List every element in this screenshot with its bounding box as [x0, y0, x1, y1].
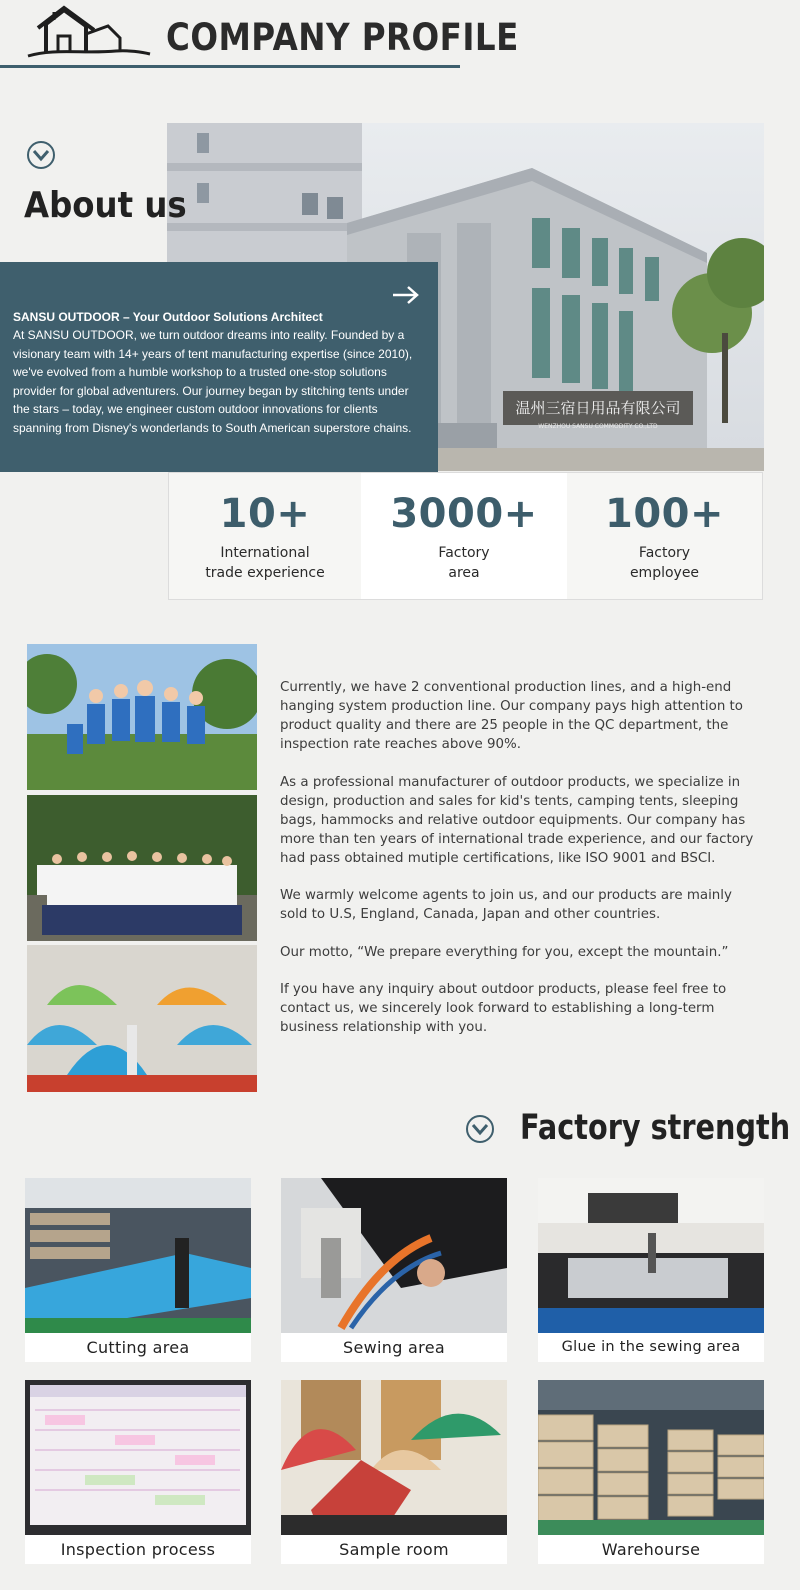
glue-area-photo	[538, 1178, 764, 1333]
chevron-down-icon	[465, 1114, 495, 1144]
arrow-right-icon[interactable]	[390, 284, 422, 306]
building-sign-en: WENZHOU SANSU COMMODITY CO.,LTD	[538, 423, 658, 430]
stat-item	[361, 473, 567, 599]
factory-area-card	[25, 1178, 251, 1362]
sewing-area-photo	[281, 1178, 507, 1333]
about-tagline: SANSU OUTDOOR – Your Outdoor Solutions Architect	[13, 310, 323, 324]
header-divider	[0, 65, 460, 68]
factory-area-label: Sewing area	[281, 1333, 507, 1362]
team-paragraph: We warmly welcome agents to join us, and our products are mainly sold to U.S, England, Canada, Japan and other countries.	[280, 888, 732, 922]
team-paragraph: Our motto, “We prepare everything for you, except the mountain.”	[280, 944, 729, 960]
stat-item	[567, 473, 762, 599]
about-panel	[0, 262, 438, 472]
team-photo-outdoor	[27, 644, 257, 790]
factory-area-label: Cutting area	[25, 1333, 251, 1362]
cutting-area-photo	[25, 1178, 251, 1333]
building-sign: 温州三宿日用品有限公司	[515, 399, 681, 417]
about-body: At SANSU OUTDOOR, we turn outdoor dreams into reality. Founded by a visionary team with 14+ years of tent manufacturing expertise (since 2010), we've evolved from a humble workshop to a trusted one-stop solutions provider for global adventurers. Our journey began by stitching tents under the stars – today, we engineer custom outdoor innovations for clients spanning from Disney's wonderlands to South American superstore chains.	[13, 328, 413, 435]
page-title: COMPANY PROFILE	[166, 16, 519, 59]
stat-label: International trade experience	[205, 545, 325, 581]
factory-area-card	[25, 1380, 251, 1564]
team-photo-group	[27, 795, 257, 941]
inspection-process-photo	[25, 1380, 251, 1535]
about-title: About us	[24, 185, 187, 226]
factory-area-card	[538, 1178, 764, 1362]
team-paragraph: As a professional manufacturer of outdoor products, we specialize in design, production and sales for kid's tents, camping tents, sleeping bags, hammocks and relative outdoor equipments. Our company has more than ten years of international trade experience, and our factory had pass obtained mutiple certifications, like ISO 9001 and BSCI.	[280, 774, 754, 866]
house-logo-icon	[24, 4, 152, 62]
stat-number: 100+	[604, 491, 724, 537]
factory-area-label: Inspection process	[25, 1535, 251, 1564]
stats-box	[168, 472, 763, 600]
stat-number: 3000+	[390, 491, 538, 537]
chevron-down-icon	[26, 140, 56, 170]
factory-area-label: Glue in the sewing area	[538, 1333, 764, 1362]
team-photo-tent-fair	[27, 945, 257, 1092]
factory-title: Factory strength	[520, 1108, 791, 1148]
team-paragraph: Currently, we have 2 conventional production lines, and a high-end hanging system production line. Our company pays high attention to product quality and there are 25 people in the QC department, the inspection rate reaches above 90%.	[280, 680, 744, 752]
warehouse-photo	[538, 1380, 764, 1535]
factory-area-card	[281, 1178, 507, 1362]
team-description	[280, 678, 762, 1056]
stat-item	[169, 473, 361, 599]
stat-label: Factory employee	[629, 545, 700, 581]
factory-area-label: Warehourse	[538, 1535, 764, 1564]
sample-room-photo	[281, 1380, 507, 1535]
factory-area-label: Sample room	[281, 1535, 507, 1564]
team-paragraph: If you have any inquiry about outdoor products, please feel free to contact us, we sincerely look forward to establishing a long-term business relationship with you.	[280, 982, 727, 1035]
stat-number: 10+	[219, 491, 311, 537]
factory-area-card	[538, 1380, 764, 1564]
stat-label: Factory area	[438, 545, 490, 581]
factory-area-card	[281, 1380, 507, 1564]
